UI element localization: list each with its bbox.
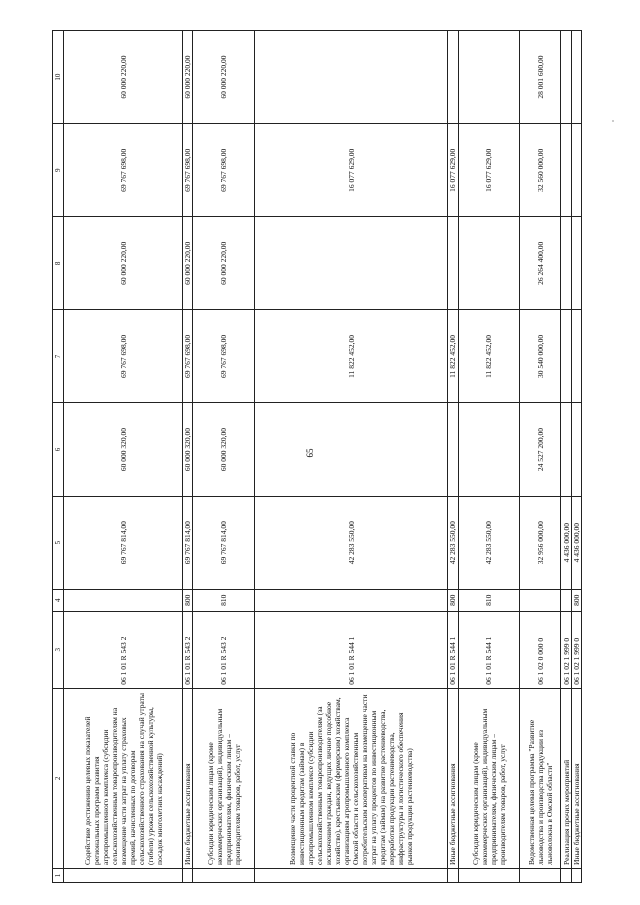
budget-table — [52, 30, 582, 883]
row-value-10: 60 000 220,00 — [64, 31, 183, 124]
header-cell-5: 5 — [53, 496, 64, 589]
row-value-6: 24 527 200,00 — [520, 403, 561, 496]
row-value-9 — [571, 124, 581, 217]
row-value-6: 60 000 320,00 — [64, 403, 183, 496]
row-code: 06 1 01 R 543 2 — [193, 611, 255, 688]
row-value-5: 42 283 550,00 — [448, 496, 458, 589]
row-name: Возмещение части процентной ставки по инвестиционным кредитам (займам) в агропромышленном комплексе (субсидии сельскохозяйственным товаропроизводителям (за исключением граждан, ведущих личное подсобное хозяйство), крестьянским (фермерским) хозяйствам, организациям агропромышленного комплекса Омской области и сельскохозяйственным потребительским кооперативам на возмещение части затрат на уплату процентов по инвестиционным кредитам (займам) на развитие растениеводства, переработки продукции растениеводства, инфраструктуры и логистического обеспечения рынков продукции растениеводства) — [255, 688, 448, 868]
row-value-6 — [255, 403, 448, 496]
row-code: 06 1 01 R 543 2 — [64, 611, 183, 688]
table-row — [183, 31, 193, 883]
scan-dot — [612, 120, 614, 122]
row-expense-type: 810 — [458, 589, 520, 611]
row-value-8 — [255, 217, 448, 310]
row-value-10 — [561, 31, 571, 124]
row-value-7: 69 767 698,00 — [193, 310, 255, 403]
row-value-6 — [561, 403, 571, 496]
row-value-7 — [571, 310, 581, 403]
row-name: Содействие достижению целевых показателей региональных программ развития агропромышленного комплекса (субсидии сельскохозяйственным товаропроизводителям на возмещение части затрат на уплату страховых премий, начисленных по договорам сельскохозяйственного страхования на случай утраты (гибели) урожая сельскохозяйственной культуры, посадок многолетних насаждений) — [64, 688, 183, 868]
row-code: 06 1 02 1 999 0 — [561, 611, 571, 688]
row-code: 06 1 01 R 544 1 — [448, 611, 458, 688]
row-value-8 — [571, 217, 581, 310]
row-expense-type — [520, 589, 561, 611]
table-row — [193, 31, 255, 883]
row-code: 06 1 02 0 000 0 — [520, 611, 561, 688]
header-cell-2: 2 — [53, 688, 64, 868]
row-value-8 — [448, 217, 458, 310]
row-value-9: 32 560 000,00 — [520, 124, 561, 217]
row-value-5: 4 436 000,00 — [571, 496, 581, 589]
row-marker-cell — [64, 868, 183, 882]
header-row — [53, 31, 64, 883]
row-value-10 — [448, 31, 458, 124]
row-code: 06 1 01 R 543 2 — [183, 611, 193, 688]
row-value-5: 42 283 550,00 — [458, 496, 520, 589]
row-value-6: 60 000 320,00 — [193, 403, 255, 496]
row-expense-type: 800 — [571, 589, 581, 611]
row-value-5: 69 767 814,00 — [64, 496, 183, 589]
row-value-5: 69 767 814,00 — [183, 496, 193, 589]
row-expense-type — [255, 589, 448, 611]
rotated-page — [52, 30, 582, 883]
row-expense-type: 800 — [183, 589, 193, 611]
row-value-7: 11 822 452,00 — [458, 310, 520, 403]
header-cell-7: 7 — [53, 310, 64, 403]
row-value-9: 16 077 629,00 — [458, 124, 520, 217]
row-value-7: 69 767 698,00 — [64, 310, 183, 403]
table-row — [520, 31, 561, 883]
header-cell-3: 3 — [53, 611, 64, 688]
row-expense-type: 810 — [193, 589, 255, 611]
row-value-5: 42 283 550,00 — [255, 496, 448, 589]
row-value-5: 4 436 000,00 — [561, 496, 571, 589]
table-row — [561, 31, 571, 883]
row-value-6 — [448, 403, 458, 496]
row-value-7: 11 822 452,00 — [448, 310, 458, 403]
row-name: Субсидии юридическим лицам (кроме некоммерческих организаций), индивидуальным предпринимателям, физическим лицам – производителям товаров, работ, услуг — [193, 688, 255, 868]
table-row — [571, 31, 581, 883]
page-number: 65 — [305, 448, 315, 458]
row-marker-cell — [193, 868, 255, 882]
row-name: Иные бюджетные ассигнования — [571, 688, 581, 868]
row-expense-type: 800 — [448, 589, 458, 611]
header-cell-1: 1 — [53, 868, 64, 882]
row-name: Реализация прочих мероприятий — [561, 688, 571, 868]
row-marker-cell — [458, 868, 520, 882]
table-row — [64, 31, 183, 883]
header-cell-6: 6 — [53, 403, 64, 496]
row-name: Иные бюджетные ассигнования — [183, 688, 193, 868]
table-body — [64, 31, 582, 883]
row-code: 06 1 01 R 544 1 — [255, 611, 448, 688]
row-value-5: 69 767 814,00 — [193, 496, 255, 589]
row-value-9: 16 077 629,00 — [448, 124, 458, 217]
row-value-7: 30 540 000,00 — [520, 310, 561, 403]
row-value-7: 69 767 698,00 — [183, 310, 193, 403]
row-marker-cell — [571, 868, 581, 882]
row-value-7: 11 822 452,00 — [255, 310, 448, 403]
row-value-10 — [255, 31, 448, 124]
header-cell-9: 9 — [53, 124, 64, 217]
row-marker-cell — [561, 868, 571, 882]
row-value-8 — [458, 217, 520, 310]
row-name: Субсидии юридическим лицам (кроме некоммерческих организаций), индивидуальным предпринимателям, физическим лицам – производителям товаров, работ, услуг — [458, 688, 520, 868]
row-value-9: 69 767 698,00 — [64, 124, 183, 217]
row-value-10: 60 000 220,00 — [183, 31, 193, 124]
row-value-10: 60 000 220,00 — [193, 31, 255, 124]
row-code: 06 1 02 1 999 0 — [571, 611, 581, 688]
header-cell-10: 10 — [53, 31, 64, 124]
row-value-6: 60 000 320,00 — [183, 403, 193, 496]
row-value-8: 60 000 220,00 — [183, 217, 193, 310]
table-row — [458, 31, 520, 883]
row-value-10 — [571, 31, 581, 124]
row-value-9: 69 767 698,00 — [183, 124, 193, 217]
row-marker-cell — [255, 868, 448, 882]
row-value-10 — [458, 31, 520, 124]
row-value-9: 16 077 629,00 — [255, 124, 448, 217]
row-value-8: 26 264 400,00 — [520, 217, 561, 310]
row-value-5: 32 956 000,00 — [520, 496, 561, 589]
row-marker-cell — [183, 868, 193, 882]
row-value-9: 69 767 698,00 — [193, 124, 255, 217]
row-value-9 — [561, 124, 571, 217]
row-value-8 — [561, 217, 571, 310]
row-expense-type — [561, 589, 571, 611]
row-value-6 — [571, 403, 581, 496]
table-holder — [52, 30, 582, 883]
row-code: 06 1 01 R 544 1 — [458, 611, 520, 688]
row-marker-cell — [448, 868, 458, 882]
row-value-8: 60 000 220,00 — [64, 217, 183, 310]
header-cell-8: 8 — [53, 217, 64, 310]
header-cell-4: 4 — [53, 589, 64, 611]
row-value-10: 28 001 600,00 — [520, 31, 561, 124]
row-value-6 — [458, 403, 520, 496]
table-header — [53, 31, 64, 883]
row-name: Иные бюджетные ассигнования — [448, 688, 458, 868]
row-expense-type — [64, 589, 183, 611]
row-name: Ведомственная целевая программа "Развитие льноводства и производства продукции из льноволокна в Омской области" — [520, 688, 561, 868]
row-marker-cell — [520, 868, 561, 882]
table-row — [255, 31, 448, 883]
row-value-8: 60 000 220,00 — [193, 217, 255, 310]
row-value-7 — [561, 310, 571, 403]
table-row — [448, 31, 458, 883]
